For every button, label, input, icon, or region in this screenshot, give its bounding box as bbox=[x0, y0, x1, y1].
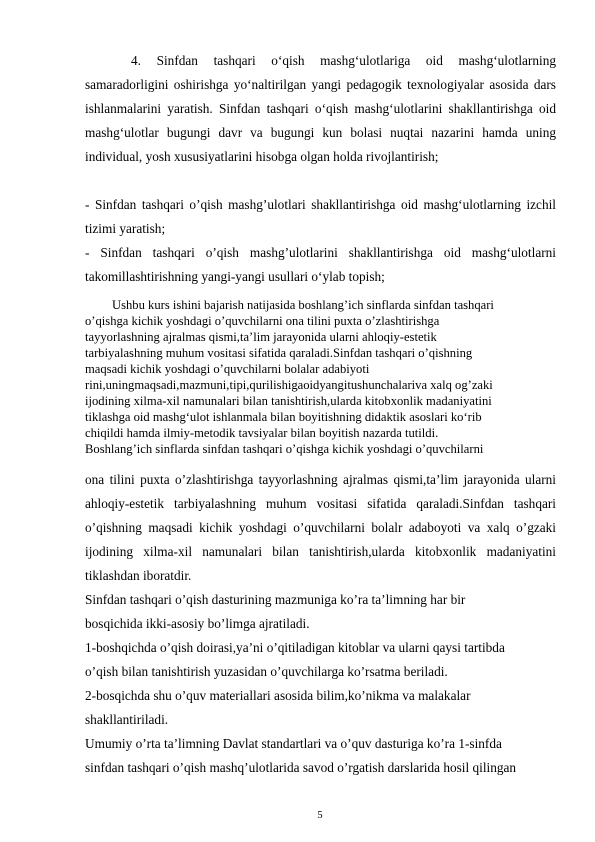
text-line: ijodining xilma-xil namunalari bilan tanishtirish,ularda kitobxonlik madaniyatini bbox=[85, 394, 492, 408]
paragraph-results-block bbox=[85, 297, 565, 457]
text-line: Ushbu kurs ishini bajarish natijasida boshlang’ich sinflarda sinfdan tashqari bbox=[112, 298, 494, 312]
text-line: 1-boshqichda o’qish doirasi,ya’ni o’qitiladigan kitoblar va ularni qaysi tartibda bbox=[85, 640, 505, 655]
paragraph-bullet-methods: - Sinfdan tashqari o’qish mashg’ulotlarini shakllantirishga oid mashg‘ulotlarni takomillashtirishning yangi-yangi usullari o‘ylab topish; bbox=[85, 245, 556, 284]
text-line: Umumiy o’rta ta’limning Davlat standartlari va o’quv dasturiga ko’ra 1-sinfda bbox=[85, 736, 502, 751]
text-line: bosqichida ikki-asosiy bo’limga ajratiladi. bbox=[85, 616, 310, 631]
text-line: shakllantiriladi. bbox=[85, 712, 169, 727]
text-line: rini,uningmaqsadi,mazmuni,tipi,qurilishigaoidyangitushunchalariva xalq og’zaki bbox=[85, 378, 493, 392]
text-line: Sinfdan tashqari o’qish dasturining mazmuniga ko’ra ta’limning har bir bbox=[85, 592, 466, 607]
text-line: Boshlang’ich sinflarda sinfdan tashqari o’qishga kichik yoshdagi o’quvchilarni bbox=[85, 442, 484, 456]
text-line: o’qish bilan tanishtirish yuzasidan o’quvchilarga ko’rsatma beriladi. bbox=[85, 664, 448, 679]
page-number: 5 bbox=[317, 810, 323, 821]
text-line: tarbiyalashning muhum vositasi sifatida qaraladi.Sinfdan tashqari o’qishning bbox=[85, 346, 473, 360]
paragraph-program-stages bbox=[85, 588, 565, 780]
text-line: sinfdan tashqari o’qish mashq’ulotlarida savod o’rgatish darslarida hosil qilingan bbox=[85, 760, 517, 775]
text-line: 2-bosqichda shu o’quv materiallari asosida bilim,ko’nikma va malakalar bbox=[85, 688, 471, 703]
text-line: chiqildi hamda ilmiy-metodik tavsiyalar bilan boyitish nazarda tutildi. bbox=[85, 426, 439, 440]
paragraph-objective-4: 4. Sinfdan tashqari o‘qish mashg‘ulotlariga oid mashg‘ulotlarning samaradorligini oshirishga yo‘naltirilgan yangi pedagogik texnologiyalar asosida dars ishlanmalarini yaratish. Sinfdan tashqari o‘qish mashg‘ulotlarini shakllantirishga oid mashg‘ulotlar bugungi davr va bugungi kun bolasi nuqtai nazarini hamda uning individual, yosh xususiyatlarini hisobga olgan holda rivojlantirish; bbox=[85, 53, 556, 164]
text-line: o’qishga kichik yoshdagi o’quvchilarni ona tilini puxta o’zlashtirishga bbox=[85, 314, 440, 328]
paragraph-bullet-system: - Sinfdan tashqari o’qish mashg’ulotlari shakllantirishga oid mashg‘ulotlarning izchil tizimi yaratish; bbox=[85, 197, 556, 236]
text-line: maqsadi kichik yoshdagi o’quvchilarni bolalar adabiyoti bbox=[85, 362, 370, 376]
text-line: tayyorlashning ajralmas qismi,ta’lim jarayonida ularni ahloqiy-estetik bbox=[85, 330, 437, 344]
text-line: tiklashga oid mashg‘ulot ishlanmala bilan boyitishning didaktik asoslari ko‘rib bbox=[85, 410, 482, 424]
paragraph-purpose: ona tilini puxta o’zlashtirishga tayyorlashning ajralmas qismi,ta’lim jarayonida ularni ahloqiy-estetik tarbiyalashning muhum vositasi sifatida qaraladi.Sinfdan tashqari o’qishning maqsadi kichik yoshdagi o’quvchilarni bolalr adaboyoti va xalq o’gzaki ijodining xilma-xil namunalari bilan tanishtirish,ularda kitobxonlik madaniyatini tiklashdan iboratdir. bbox=[85, 472, 556, 583]
